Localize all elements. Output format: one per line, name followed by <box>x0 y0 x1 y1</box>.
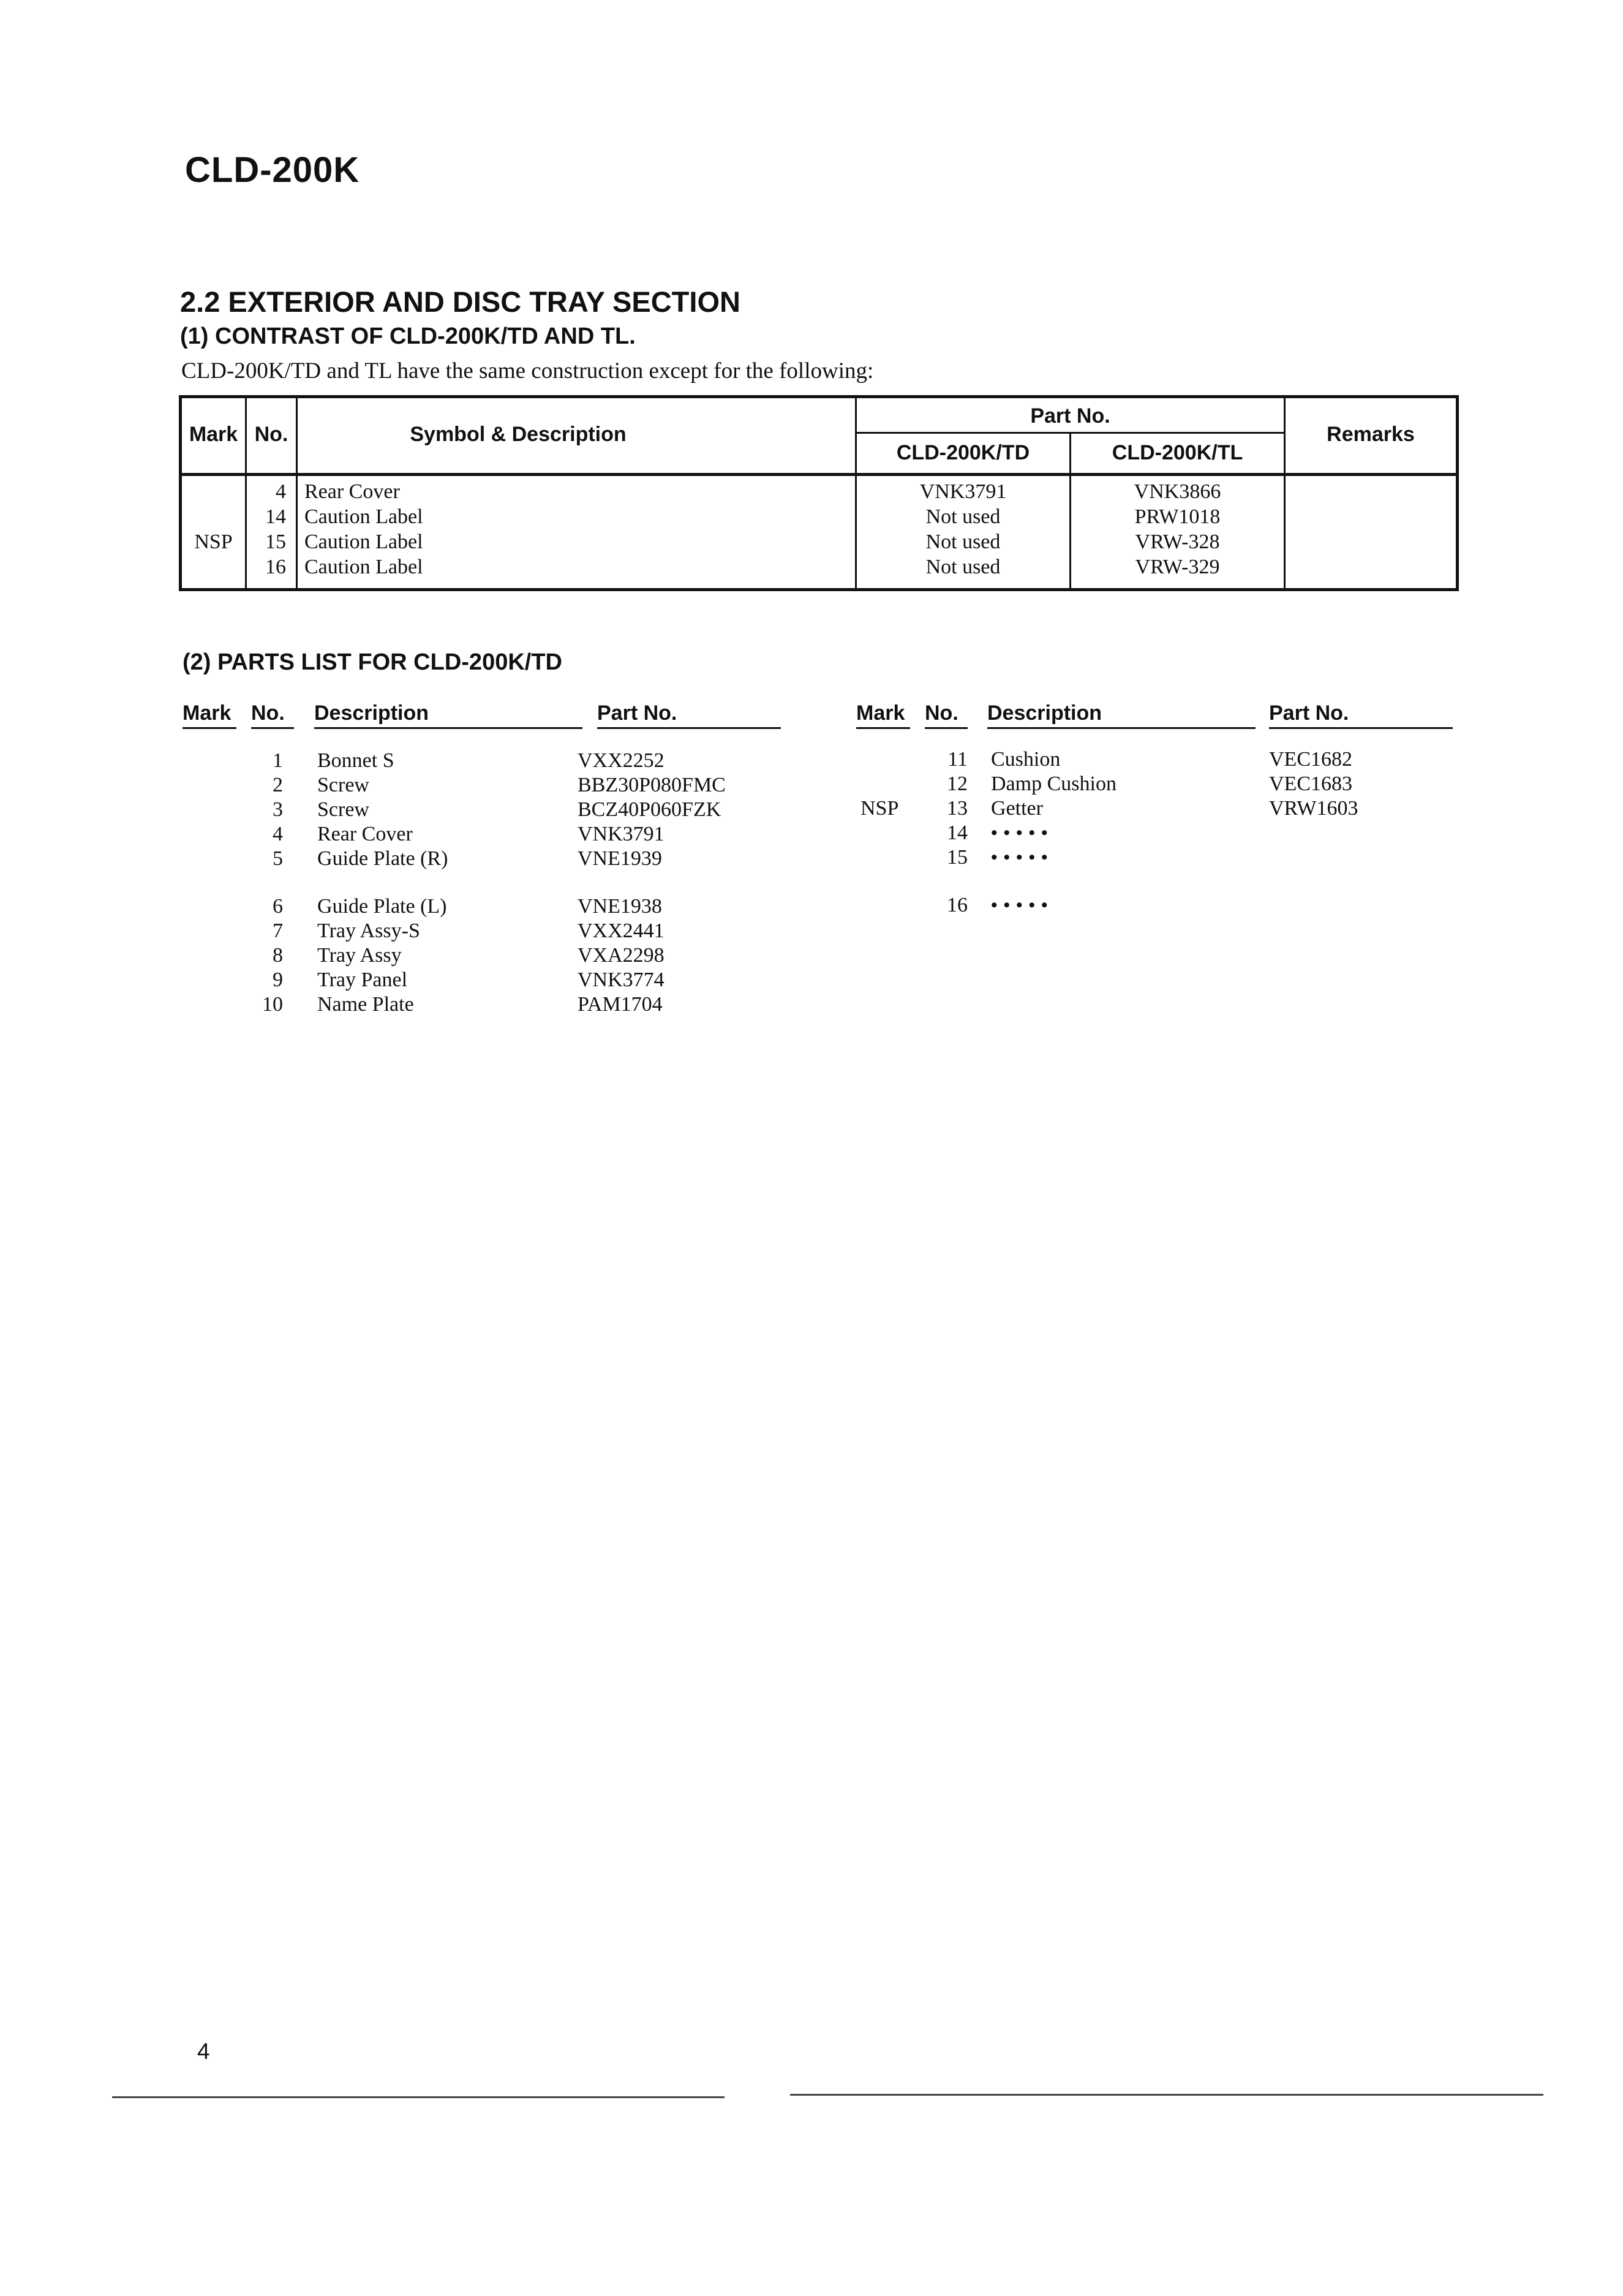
list-item-part-no: VNE1939 <box>578 847 662 870</box>
list-item-description: Getter <box>991 797 1043 820</box>
table-cell <box>1286 554 1456 580</box>
table-cell <box>182 554 245 580</box>
header-no: No. <box>254 423 288 446</box>
list-header-description: Description <box>987 701 1102 725</box>
table-divider <box>182 473 1456 476</box>
list-header-no: No. <box>925 701 958 725</box>
table-cell: 16 <box>265 556 286 578</box>
list-item-no: 9 <box>273 969 283 991</box>
table-cell: Rear Cover <box>304 480 400 503</box>
list-item-description: Bonnet S <box>317 749 394 772</box>
list-item-description: Cushion <box>991 748 1061 771</box>
parts-list-title: (2) PARTS LIST FOR CLD-200K/TD <box>183 649 562 675</box>
column-no <box>247 479 286 580</box>
list-header-no: No. <box>251 701 285 725</box>
list-item-description: ••••• <box>991 895 1054 915</box>
list-item-description: ••••• <box>991 823 1054 843</box>
list-item-description: Screw <box>317 774 369 796</box>
list-header-part-no: Part No. <box>597 701 677 725</box>
table-cell: Caution Label <box>304 505 423 528</box>
right-list-part-no <box>1269 747 1453 918</box>
table-cell: PRW1018 <box>1134 505 1221 528</box>
list-item-no: 6 <box>273 895 283 918</box>
list-item-part-no: VNE1938 <box>578 895 662 918</box>
list-item-part-no: VEC1683 <box>1269 772 1352 795</box>
list-item-part-no <box>1269 845 1453 870</box>
list-item-no: 16 <box>947 894 968 916</box>
list-item-part-no: BCZ40P060FZK <box>578 798 721 821</box>
list-item-mark <box>860 772 916 796</box>
table-cell: Not used <box>925 531 1001 553</box>
list-item-part-no: VXX2441 <box>578 920 665 942</box>
list-item-mark <box>860 821 916 845</box>
header-description: Symbol & Description <box>410 423 627 446</box>
table-cell: 4 <box>276 480 286 503</box>
column-mark <box>182 479 245 580</box>
list-item-no: 7 <box>273 920 283 942</box>
list-item-part-no: BBZ30P080FMC <box>578 774 726 796</box>
list-item-description: Rear Cover <box>317 823 413 845</box>
list-header-mark: Mark <box>856 701 905 725</box>
list-item-description: Guide Plate (R) <box>317 847 448 870</box>
table-cell: VNK3866 <box>1134 480 1221 503</box>
table-cell: Caution Label <box>304 531 423 553</box>
table-cell: Not used <box>925 505 1001 528</box>
list-header-part-no: Part No. <box>1269 701 1349 725</box>
list-item-no: 1 <box>273 749 283 772</box>
list-header-description: Description <box>314 701 429 725</box>
list-item-part-no: PAM1704 <box>578 993 663 1016</box>
list-header-mark: Mark <box>183 701 232 725</box>
list-item-part-no: VNK3791 <box>578 823 665 845</box>
table-cell: Caution Label <box>304 556 423 578</box>
left-list-description <box>317 749 581 1017</box>
header-underline <box>987 727 1256 729</box>
list-item-part-no: VXA2298 <box>578 944 665 967</box>
list-item-part-no: VNK3774 <box>578 969 665 991</box>
list-item-mark: NSP <box>860 797 899 820</box>
list-item-no: 3 <box>273 798 283 821</box>
list-item-part-no <box>1269 821 1453 845</box>
list-item-mark <box>860 893 916 918</box>
list-item-part-no <box>1269 893 1453 918</box>
header-part-no: Part No. <box>1030 404 1110 428</box>
header-part-no-tl: CLD-200K/TL <box>1112 441 1243 464</box>
list-item-mark <box>860 747 916 772</box>
list-item-no: 15 <box>947 846 968 869</box>
list-item-description: Guide Plate (L) <box>317 895 447 918</box>
list-item-no: 4 <box>273 823 283 845</box>
right-list-no <box>919 747 968 918</box>
list-item-no: 5 <box>273 847 283 870</box>
list-item-no: 2 <box>273 774 283 796</box>
list-item-part-no: VEC1682 <box>1269 748 1352 771</box>
table-cell: VRW-329 <box>1135 556 1220 578</box>
table-cell <box>1286 504 1456 529</box>
list-item-no: 14 <box>947 821 968 844</box>
list-item-description: Damp Cushion <box>991 772 1117 795</box>
table-cell <box>1286 479 1456 504</box>
list-item-part-no: VRW1603 <box>1269 797 1358 820</box>
column-remarks <box>1286 479 1456 580</box>
header-underline <box>314 727 582 729</box>
right-list-description <box>991 747 1260 918</box>
table-cell: 14 <box>265 505 286 528</box>
list-item-no: 12 <box>947 772 968 795</box>
header-part-no-td: CLD-200K/TD <box>896 441 1030 464</box>
header-mark: Mark <box>189 423 238 446</box>
list-item-description: ••••• <box>991 847 1054 867</box>
list-item-no: 11 <box>947 748 968 771</box>
footer-rule <box>790 2094 1543 2096</box>
column-part-td <box>857 479 1069 580</box>
header-underline <box>597 727 781 729</box>
contrast-title: (1) CONTRAST OF CLD-200K/TD AND TL. <box>180 323 636 349</box>
table-cell: 15 <box>265 531 286 553</box>
right-list-mark <box>860 747 916 918</box>
list-item-description: Screw <box>317 798 369 821</box>
table-cell: NSP <box>194 531 233 553</box>
page-number: 4 <box>197 2039 210 2064</box>
footer-rule <box>112 2096 725 2098</box>
header-underline <box>1269 727 1453 729</box>
list-item-no: 13 <box>947 797 968 820</box>
column-part-tl <box>1071 479 1284 580</box>
list-item-description: Name Plate <box>317 993 414 1016</box>
header-underline <box>856 727 910 729</box>
list-item-part-no: VXX2252 <box>578 749 665 772</box>
left-list-part-no <box>578 749 780 1017</box>
contrast-table <box>179 395 1459 591</box>
list-item-no: 10 <box>262 993 283 1016</box>
model-title: CLD-200K <box>185 150 360 190</box>
table-divider <box>855 432 1286 434</box>
table-cell: Not used <box>925 556 1001 578</box>
table-cell <box>182 504 245 529</box>
header-remarks: Remarks <box>1327 423 1415 446</box>
list-item-description: Tray Panel <box>317 969 408 991</box>
table-cell <box>182 479 245 504</box>
table-cell: VNK3791 <box>919 480 1007 503</box>
table-cell <box>1286 529 1456 554</box>
section-title: 2.2 EXTERIOR AND DISC TRAY SECTION <box>180 285 740 318</box>
list-item-no: 8 <box>273 944 283 967</box>
header-underline <box>925 727 968 729</box>
header-underline <box>251 727 294 729</box>
table-cell: VRW-328 <box>1135 531 1220 553</box>
header-underline <box>183 727 236 729</box>
list-item-description: Tray Assy-S <box>317 920 420 942</box>
list-item-mark <box>860 845 916 870</box>
column-description <box>304 479 843 580</box>
contrast-intro: CLD-200K/TD and TL have the same construction except for the following: <box>181 358 874 383</box>
left-list-no <box>251 749 283 1017</box>
list-item-description: Tray Assy <box>317 944 402 967</box>
